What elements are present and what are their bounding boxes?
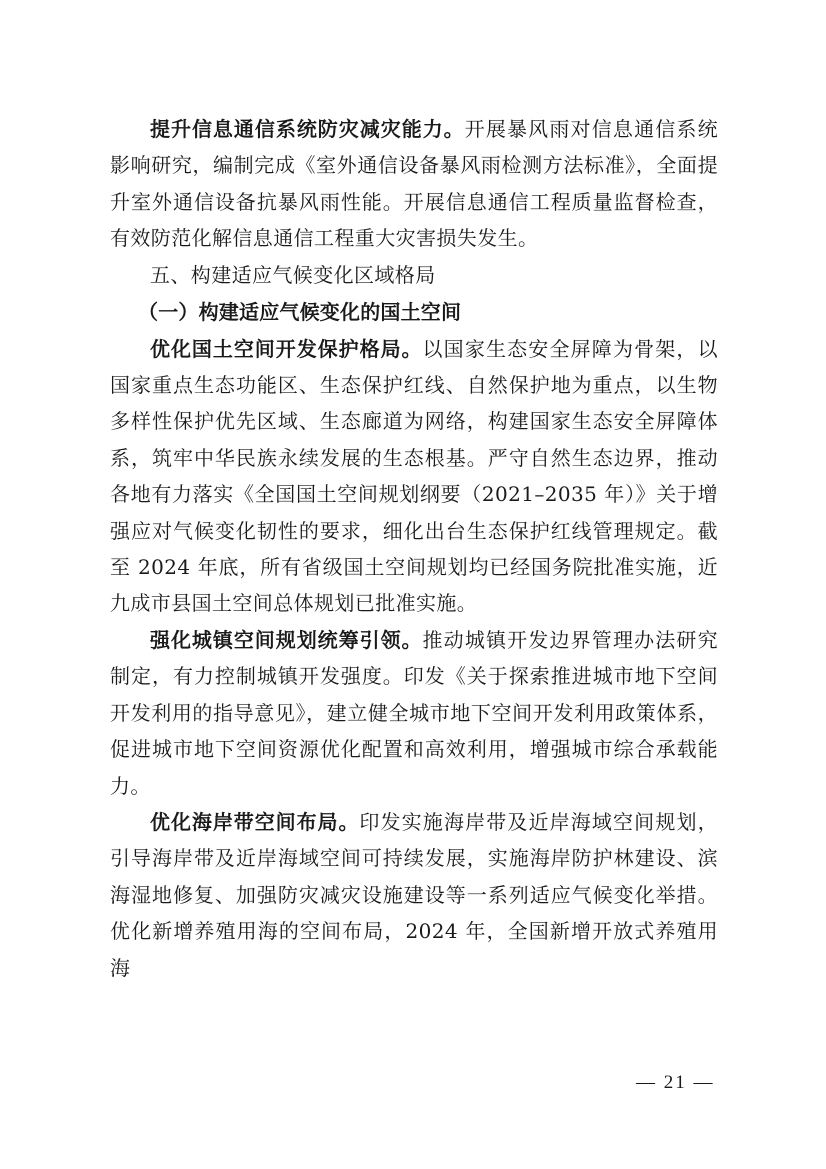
paragraph-lead: 强化城镇空间规划统筹引领。	[150, 627, 423, 652]
paragraph-coastal-zone	[110, 804, 718, 986]
subsection-heading: （一）构建适应气候变化的国土空间	[138, 299, 462, 324]
paragraph-territorial-space	[110, 331, 718, 622]
paragraph-lead: 提升信息通信系统防灾减灾能力。	[150, 117, 465, 141]
paragraph-urban-planning	[110, 622, 718, 804]
document-page	[110, 111, 718, 986]
paragraph-body: 开展暴风雨对信息通信系统影响研究，编制完成《室外通信设备暴风雨检测方法标准》，全面提升室外通信设备抗暴风雨性能。开展信息通信工程质量监督检查，有效防范化解信息通信工程重大灾害损失发生。	[110, 117, 718, 251]
paragraph-telecom	[110, 111, 718, 257]
paragraph-body: 推动城镇开发边界管理办法研究制定，有力控制城镇开发强度。印发《关于探索推进城市地下空间开发利用的指导意见》，建立健全城市地下空间开发利用政策体系，促进城市地下空间资源优化配置和高效利用，增强城市综合承载能力。	[110, 627, 718, 798]
paragraph-body: 印发实施海岸带及近岸海域空间规划，引导海岸带及近岸海域空间可持续发展，实施海岸防护林建设、滨海湿地修复、加强防灾减灾设施建设等一系列适应气候变化举措。优化新增养殖用海的空间布局，2024 年，全国新增开放式养殖用海	[110, 809, 718, 980]
paragraph-body: 以国家生态安全屏障为骨架，以国家重点生态功能区、生态保护红线、自然保护地为重点，以生物多样性保护优先区域、生态廊道为网络，构建国家生态安全屏障体系，筑牢中华民族永续发展的生态根基。严守自然生态边界，推动各地有力落实《全国国土空间规划纲要（2021–2035 年）》关于增强应对气候变化韧性的要求，细化出台生态保护红线管理规定。截至 2024 年底，所有省级国土空间规划均已经国务院批准实施，近九成市县国土空间总体规划已批准实施。	[110, 336, 718, 616]
paragraph-lead: 优化国土空间开发保护格局。	[150, 336, 423, 361]
paragraph-lead: 优化海岸带空间布局。	[150, 809, 360, 834]
page-number: — 21 —	[636, 1072, 715, 1093]
section-heading: 五、构建适应气候变化区域格局	[150, 262, 436, 287]
